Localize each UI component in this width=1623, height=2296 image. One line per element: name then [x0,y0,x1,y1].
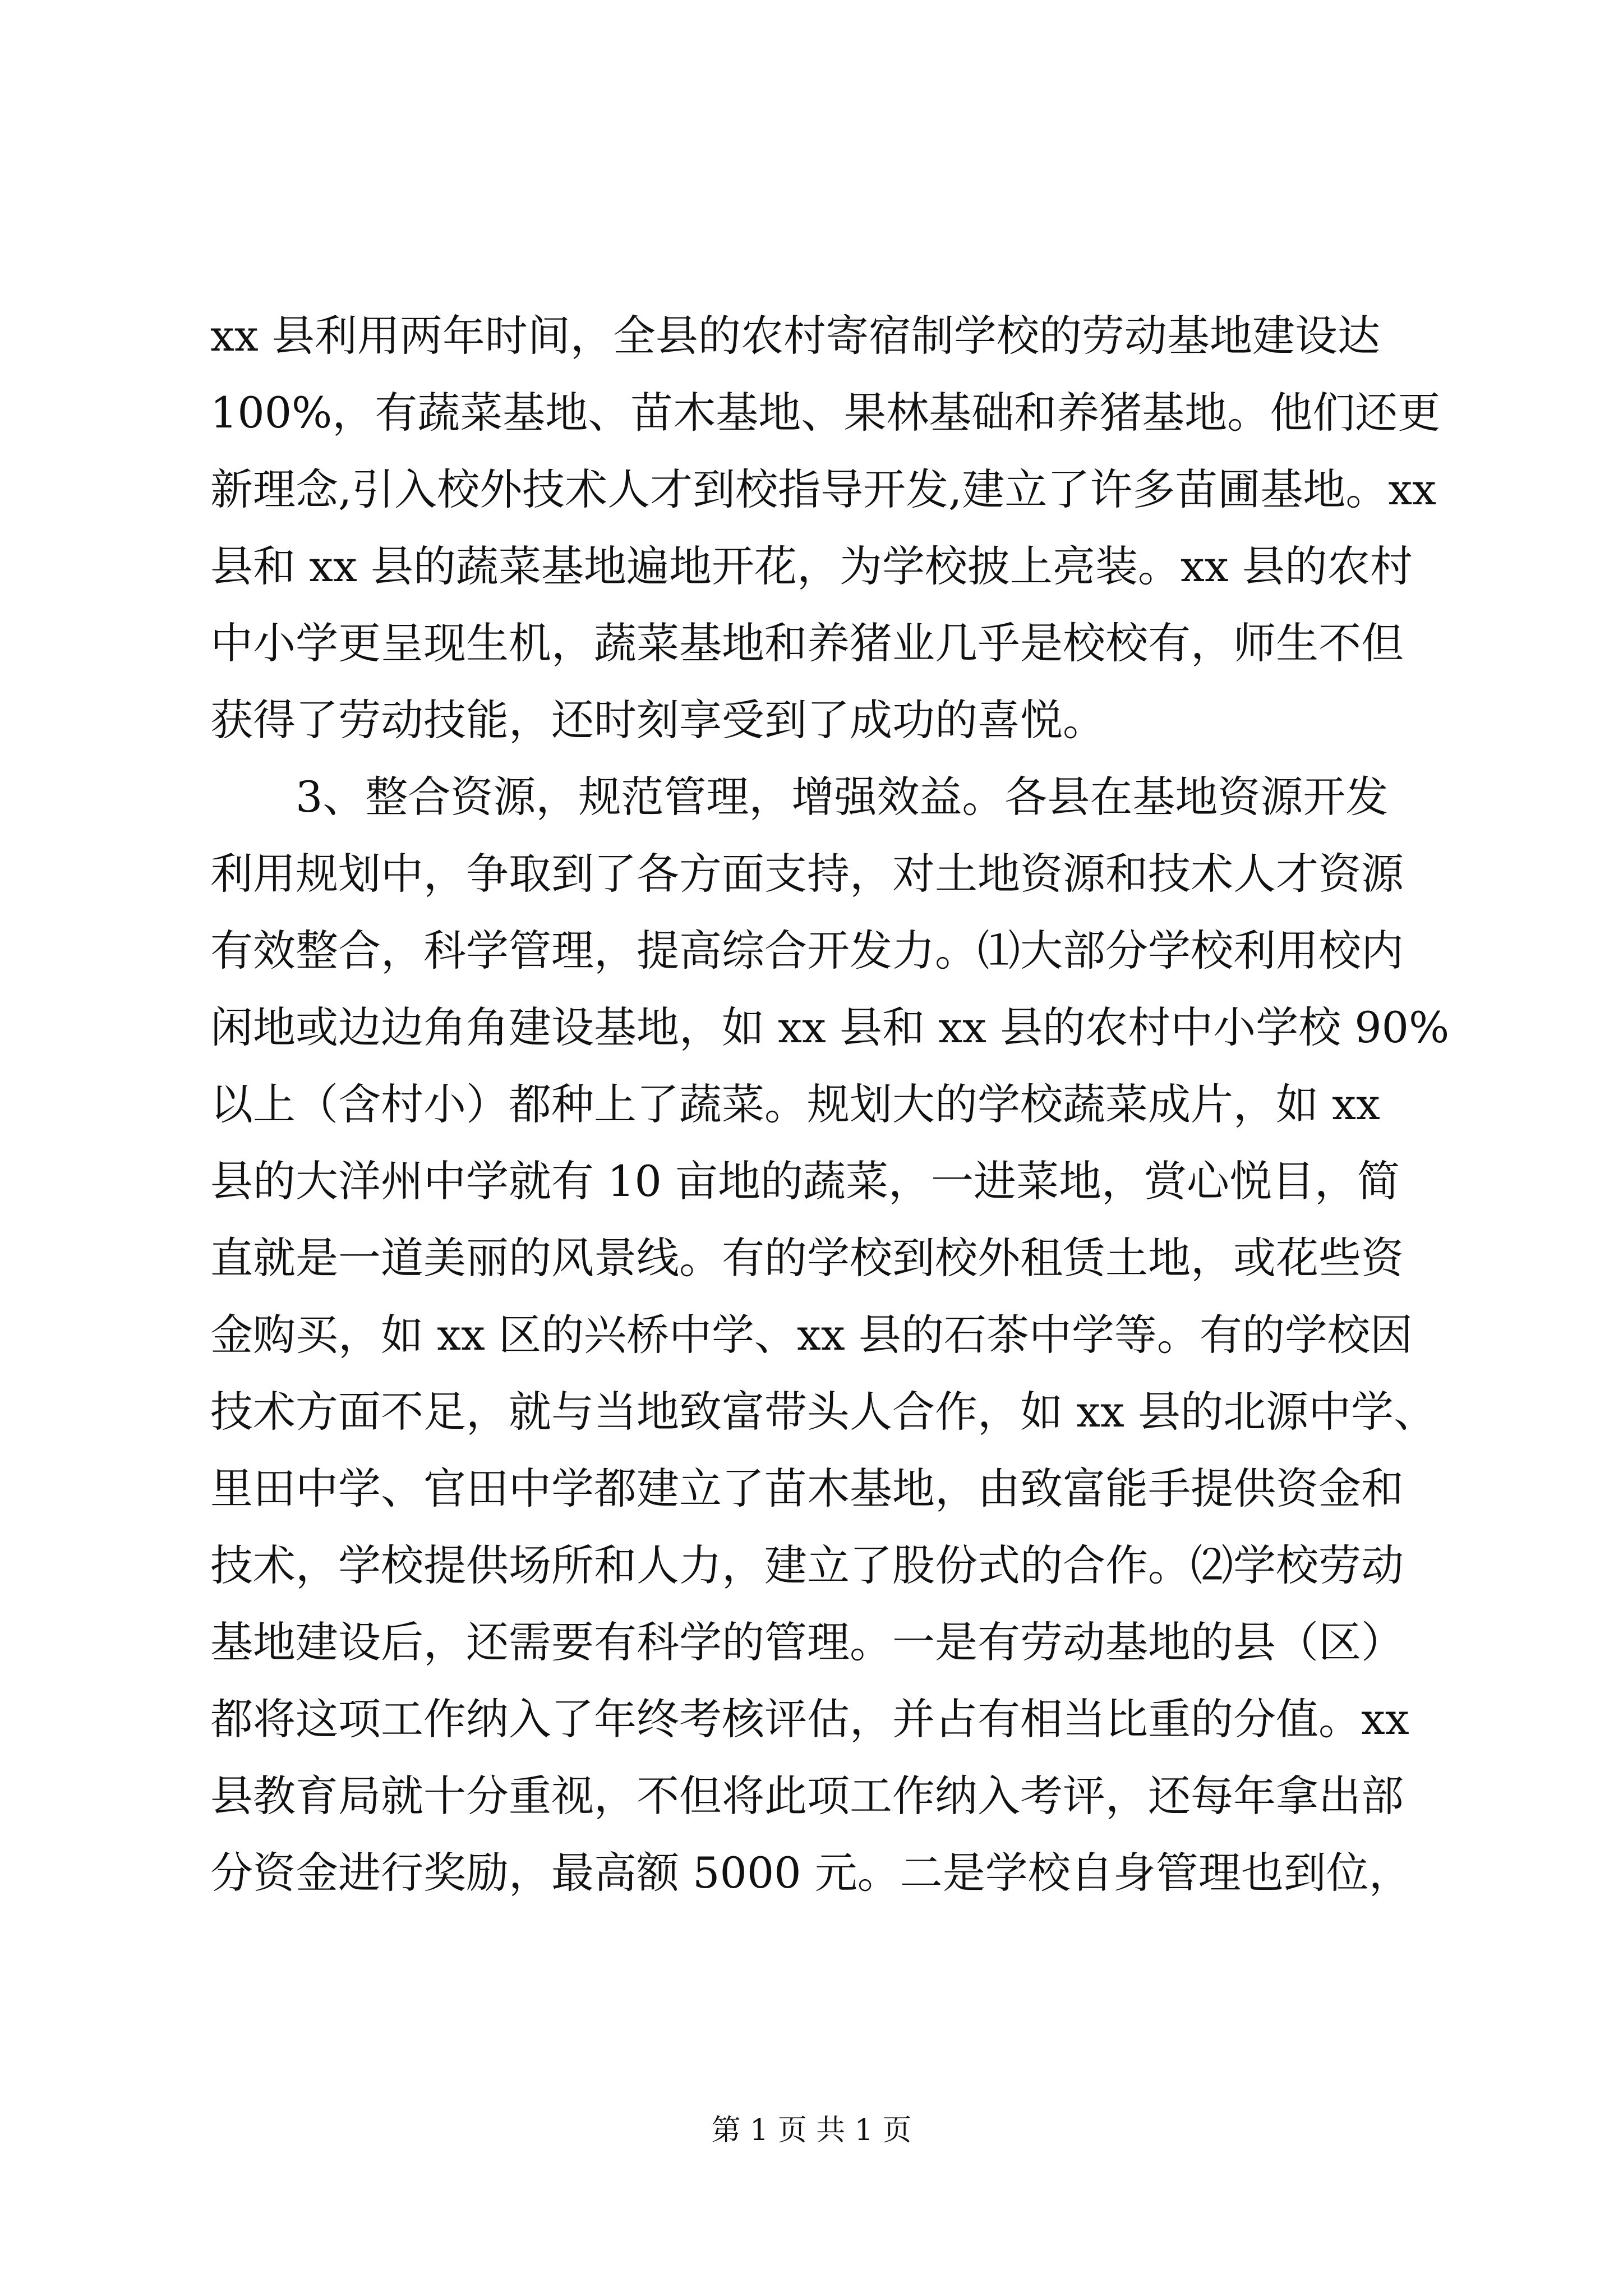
text-line: 技术，学校提供场所和人力，建立了股份式的合作。⑵学校劳动 [210,1540,1404,1590]
text-line: 县和 xx 县的蔬菜基地遍地开花，为学校披上亮装。xx 县的农村 [210,541,1413,591]
page-footer: 第 1 页 共 1 页 [711,2114,912,2147]
text-line: 分资金进行奖励，最高额 5000 元。二是学校自身管理也到位， [210,1848,1412,1898]
text-line: 县的大洋州中学就有 10 亩地的蔬菜，一进菜地，赏心悦目，简 [210,1156,1400,1206]
text-line: 100%，有蔬菜基地、苗木基地、果林基础和养猪基地。他们还更 [210,388,1441,438]
text-line: 直就是一道美丽的风景线。有的学校到校外租赁土地，或花些资 [210,1233,1404,1283]
text-line: 县教育局就十分重视，不但将此项工作纳入考评，还每年拿出部 [210,1771,1404,1821]
text-line: 中小学更呈现生机，蔬菜基地和养猪业几乎是校校有，师生不但 [210,618,1404,668]
text-line: 有效整合，科学管理，提高综合开发力。⑴大部分学校利用校内 [210,926,1404,976]
text-line: 新理念,引入校外技术人才到校指导开发,建立了许多苗圃基地。xx [210,464,1437,514]
text-line: 技术方面不足，就与当地致富带头人合作，如 xx 县的北源中学、 [210,1387,1437,1437]
text-line: 3、整合资源，规范管理，增强效益。各县在基地资源开发 [210,772,1389,822]
text-line: 基地建设后，还需要有科学的管理。一是有劳动基地的县（区） [210,1617,1404,1667]
text-line: xx 县利用两年时间，全县的农村寄宿制学校的劳动基地建设达 [210,311,1380,361]
body-text [210,297,1450,1911]
text-line: 以上（含村小）都种上了蔬菜。规划大的学校蔬菜成片，如 xx [210,1079,1380,1129]
text-line: 利用规划中，争取到了各方面支持，对土地资源和技术人才资源 [210,849,1404,899]
text-line: 闲地或边边角角建设基地，如 xx 县和 xx 县的农村中小学校 90% [210,1002,1450,1052]
text-line: 里田中学、官田中学都建立了苗木基地，由致富能手提供资金和 [210,1464,1404,1513]
text-line: 都将这项工作纳入了年终考核评估，并占有相当比重的分值。xx [210,1694,1409,1744]
text-line: 金购买，如 xx 区的兴桥中学、xx 县的石茶中学等。有的学校因 [210,1310,1413,1360]
text-line: 获得了劳动技能，还时刻享受到了成功的喜悦。 [210,695,1105,745]
